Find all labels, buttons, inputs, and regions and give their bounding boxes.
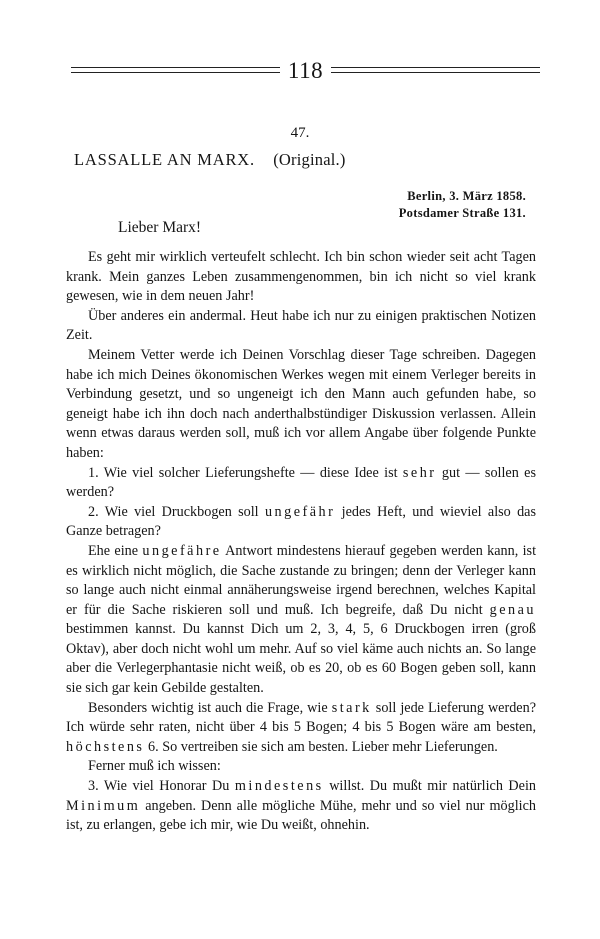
emphasized-text: genau	[489, 601, 536, 618]
text-run: angeben. Denn alle mögliche Mühe, mehr und so viel nur möglich ist, zu erlangen, gebe ich mir, wie Du weißt, ohnehin.	[66, 797, 536, 834]
body-paragraph	[66, 307, 536, 346]
text-run: soll jede Lieferung werden? Ich würde sehr raten, nicht über 4 bis 5 Bogen; 4 bis 5 Bogen wäre am besten,	[66, 699, 536, 736]
text-run: 1. Wie viel solcher Lieferungshefte — diese Idee ist	[88, 464, 403, 481]
body-paragraph	[66, 346, 536, 464]
page-number: 118	[287, 57, 324, 83]
left-double-rule	[71, 67, 280, 73]
emphasized-text: stark	[331, 699, 372, 716]
text-run: 2. Wie viel Druckbogen soll	[88, 503, 265, 520]
text-run: Es geht mir wirklich verteufelt schlecht. Ich bin schon wieder seit acht Tagen krank. Mein ganzes Leben zusammengenommen, bin ich nicht so viel krank gewesen, wie in dem neuen Jahr!	[66, 249, 536, 305]
emphasized-text: höchstens	[66, 738, 145, 755]
body-paragraph	[66, 248, 536, 307]
salutation: Lieber Marx!	[118, 219, 202, 236]
text-run: 3. Wie viel Honorar Du	[88, 778, 235, 795]
text-run: Ehe eine	[88, 542, 143, 559]
body-paragraph	[66, 699, 536, 758]
text-run: bestimmen kannst. Du kannst Dich um 2, 3, 4, 5, 6 Druckbogen irren (groß Oktav), aber doch nicht wohl um mehr. Auf so viel käme auch nichts an. So lange aber die Verlegerphantasie nicht weiß, ob es 20, ob es 60 Bogen geben soll, kann sie sich gar kein Gebilde gestalten.	[66, 621, 536, 697]
text-run: jedes Heft, und wieviel also das Ganze betragen?	[66, 503, 536, 540]
emphasized-text: ungefähre	[142, 542, 222, 559]
running-head	[71, 55, 540, 85]
body-paragraph	[66, 777, 536, 836]
emphasized-text: Minimum	[66, 797, 141, 814]
letter-number: 47.	[290, 125, 310, 141]
right-double-rule	[331, 67, 540, 73]
text-run: 6. So vertreiben sie sich am besten. Lieber mehr Lieferungen.	[144, 738, 498, 755]
heading-note: (Original.)	[273, 150, 346, 169]
letter-heading	[74, 150, 346, 170]
heading-title: LASSALLE AN MARX.	[74, 150, 255, 169]
dateline-line: Berlin, 3. März 1858.	[407, 189, 526, 203]
dateline	[399, 188, 526, 222]
text-run: Meinem Vetter werde ich Deinen Vorschlag dieser Tage schreiben. Dagegen habe ich mich Deines ökonomischen Werkes wegen mit einem Verleger bereits in Verbindung gesetzt, und so ungeneigt ich den Mann auch gefunden habe, so geneigt habe ich ihn doch nach anderthalbstündiger Diskussion verlassen. Allein wenn etwas daraus werden soll, muß ich vor allem Angabe über folgende Punkte haben:	[66, 346, 536, 461]
text-run: Besonders wichtig ist auch die Frage, wie	[88, 699, 332, 716]
emphasized-text: sehr	[402, 464, 437, 481]
body-paragraph	[66, 542, 536, 699]
body-paragraph	[66, 757, 536, 777]
emphasized-text: ungefähr	[264, 503, 336, 520]
body-paragraph	[66, 464, 536, 503]
dateline-line: Potsdamer Straße 131.	[398, 206, 526, 220]
text-run: Ferner muß ich wissen:	[88, 758, 221, 775]
text-run: willst. Du mußt mir natürlich Dein	[323, 778, 536, 795]
emphasized-text: mindestens	[234, 778, 324, 795]
text-run: Über anderes ein andermal. Heut habe ich nur zu einigen praktischen Notizen Zeit.	[66, 307, 536, 344]
body-paragraph	[66, 503, 536, 542]
text-run: gut — sollen es werden?	[66, 464, 536, 501]
text-run: Antwort mindestens hierauf gegeben werden kann, ist es wirklich nicht möglich, die Sache zustande zu bringen; denn der Verleger kann so lange auch nicht einmal annäherungsweise irgend berechnen, welches Kapital er für die Sache riskieren soll und muß. Ich begreife, daß Du nicht	[66, 542, 537, 618]
letter-body	[66, 248, 536, 836]
